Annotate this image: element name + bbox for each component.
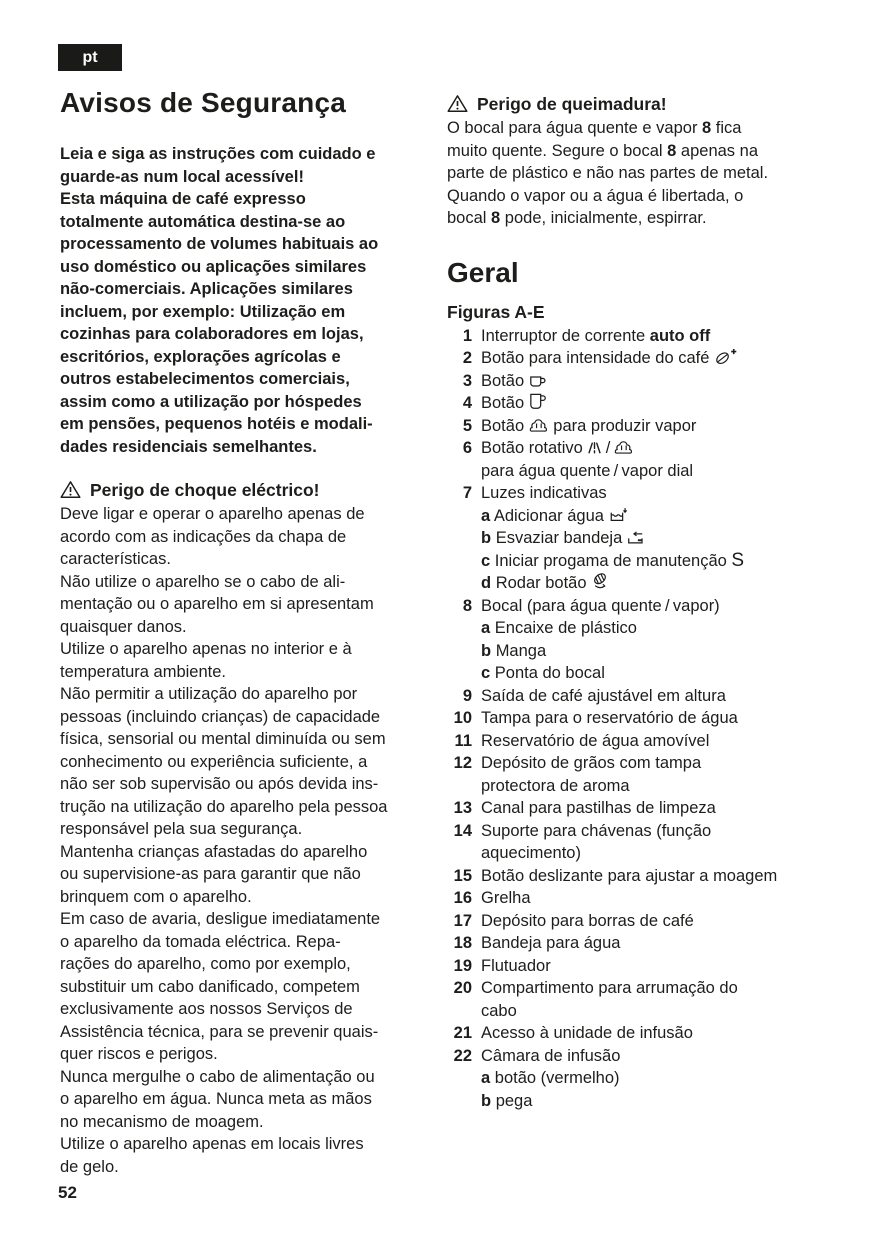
- list-subitem: d Rodar botão: [481, 572, 835, 595]
- steam-icon: [614, 437, 634, 460]
- empty-tray-icon: [627, 527, 646, 550]
- bold-text: auto off: [649, 326, 711, 345]
- right-column: [447, 93, 835, 1112]
- list-item-number: 1: [462, 326, 472, 345]
- list-item: [447, 347, 835, 370]
- list-item-number: 15: [453, 866, 472, 885]
- rotate-bean-icon: [591, 572, 609, 595]
- service-icon: S: [731, 549, 745, 571]
- list-item: [447, 482, 835, 595]
- bold-text: 8: [491, 209, 501, 227]
- list-item-number: 16: [453, 889, 472, 907]
- list-item: [447, 752, 835, 797]
- list-item-text: Bandeja para água: [481, 934, 621, 952]
- list-item-text: Acesso à unidade de infusão: [481, 1024, 693, 1042]
- list-item-number: 7: [462, 484, 472, 502]
- list-item-text: Saída de café ajustável em altura: [481, 686, 726, 705]
- list-item-text: Depósito de grãos com tampa protectora de aroma: [481, 754, 702, 795]
- cup-large-icon: [529, 392, 547, 415]
- list-item-number: 2: [462, 349, 472, 367]
- list-item-text: Tampa para o reservatório de água: [481, 709, 738, 727]
- warning-burn-body: O bocal para água quente e vapor 8 fica muito quente. Segure o bocal 8 apenas na parte de plástico e não nas partes de metal. Quando o vapor ou a água é libertada, o bocal 8 pode, inicialmente, espirrar.: [447, 119, 769, 227]
- list-item-text: Depósito para borras de café: [481, 911, 694, 930]
- list-item-number: 17: [453, 911, 472, 930]
- list-item: [447, 685, 835, 708]
- list-item-number: 18: [453, 934, 472, 952]
- list-item-text: Botão: [481, 392, 835, 415]
- list-item: [447, 415, 835, 438]
- warning-electric-body: Deve ligar e operar o aparelho apenas de acordo com as indicações da chapa de características. Não utilize o aparelho se o cabo de ali- mentação ou o aparelho em si apresentam quaisquer danos. Utilize o aparelho apenas no interior e à temperatura ambiente. Não permitir a utilização do aparelho por pessoas (incluindo crianças) de capacidade física, sensorial ou mental diminuída ou sem conhecimento ou experiência suficiente, a não ser sob supervisão ou após devida ins- trução na utilização do aparelho pela pessoa responsável pela sua segurança. Mantenha crianças afastadas do aparelho ou supervisione-as para garantir que não brinquem com o aparelho. Em caso de avaria, desligue imediatamente o aparelho da tomada eléctrica. Repa- rações do aparelho, como por exemplo, substituir um cabo danificado, competem exclusivamente aos nossos Serviços de Assistência técnica, para se prevenir quais- quer riscos e perigos. Nunca mergulhe o cabo de alimentação ou o aparelho em água. Nunca meta as mãos no mecanismo de moagem. Utilize o aparelho apenas em locais livres de gelo.: [60, 505, 388, 1176]
- subitem-letter: d: [481, 574, 492, 592]
- list-item-number: 20: [453, 979, 472, 997]
- bold-text: 8: [667, 141, 677, 160]
- list-item-text: Bocal (para água quente / vapor) a Encaixe de plástico b Manga c Ponta do bocal: [481, 595, 835, 685]
- list-item: [447, 325, 835, 348]
- list-item-text: Flutuador: [481, 956, 551, 975]
- list-subitem: a Adicionar água: [481, 505, 835, 528]
- subitem-letter: b: [481, 1091, 492, 1110]
- list-item: [447, 730, 835, 753]
- list-item: [447, 392, 835, 415]
- warning-burn-heading-label: Perigo de queimadura!: [477, 93, 667, 114]
- list-item-text: Reservatório de água amovível: [481, 731, 710, 750]
- list-item-number: 9: [462, 686, 472, 705]
- warning-electric-heading: [60, 479, 436, 501]
- warning-electric-heading-label: Perigo de choque eléctrico!: [90, 479, 320, 500]
- subitem-letter: c: [481, 664, 491, 682]
- language-badge: pt: [58, 44, 122, 71]
- list-subitem: a Encaixe de plástico: [481, 619, 637, 637]
- subitem-letter: b: [481, 529, 492, 547]
- list-item-number: 6: [462, 439, 472, 457]
- subitem-letter: a: [481, 619, 491, 637]
- list-item: [447, 820, 835, 865]
- page-title: Avisos de Segurança: [60, 87, 346, 118]
- list-item: [447, 910, 835, 933]
- list-item-text: Luzes indicativas a Adicionar água b Esvaziar bandeja c Iniciar progama de manutenção S d Rodar botão: [481, 482, 835, 595]
- figures-label: Figuras A-E: [447, 301, 545, 322]
- list-subitem: c Iniciar progama de manutenção S: [481, 549, 745, 571]
- list-item-text: Grelha: [481, 889, 531, 907]
- list-item: [447, 977, 835, 1022]
- subitem-letter: a: [481, 1069, 491, 1087]
- steam-icon: [529, 415, 549, 438]
- list-item-text: Botão deslizante para ajustar a moagem: [481, 866, 778, 885]
- list-item-number: 12: [453, 754, 472, 772]
- subitem-letter: c: [481, 551, 491, 570]
- list-item: [447, 707, 835, 730]
- list-item: [447, 865, 835, 888]
- list-item: [447, 1022, 835, 1045]
- list-item-number: 3: [462, 371, 472, 390]
- list-subitem: b Esvaziar bandeja: [481, 527, 835, 550]
- warning-burn-heading: [447, 93, 835, 115]
- hot-water-icon: [587, 437, 602, 460]
- left-column: [60, 88, 436, 1178]
- list-item: [447, 595, 835, 685]
- list-item-number: 22: [453, 1046, 472, 1065]
- list-item-number: 8: [462, 596, 472, 615]
- list-item: [447, 797, 835, 820]
- list-item: [447, 932, 835, 955]
- page-number: 52: [58, 1183, 77, 1202]
- bold-text: 8: [702, 119, 712, 137]
- list-item-number: 11: [454, 731, 472, 750]
- list-subitem: b pega: [481, 1091, 533, 1110]
- warning-icon: [60, 479, 81, 502]
- list-item: [447, 955, 835, 978]
- list-item-text: Câmara de infusão a botão (vermelho) b pega: [481, 1045, 835, 1113]
- cup-small-icon: [529, 370, 547, 393]
- list-item: [447, 370, 835, 393]
- list-item-number: 4: [462, 394, 472, 412]
- intro-paragraph: Leia e siga as instruções com cuidado e guarde-as num local acessível! Esta máquina de café expresso totalmente automática destina-se ao processamento de volumes habituais ao uso doméstico ou aplicações similares não-comerciais. Aplicações similares incluem, por exemplo: Utilização em cozinhas para colaboradores em lojas, escritórios, explorações agrícolas e outros estabelecimentos comerciais, assim como a utilização por hóspedes em pensões, pequenos hotéis e modali- dades residenciais semelhantes.: [60, 145, 379, 456]
- list-item-text: Botão rotativo / para água quente / vapor dial: [481, 439, 694, 480]
- list-item-text: Suporte para chávenas (função aquecimento): [481, 821, 712, 862]
- list-item-text: Botão para produzir vapor: [481, 415, 835, 438]
- list-subitem: c Ponta do bocal: [481, 664, 605, 682]
- list-item-text: Compartimento para arrumação do cabo: [481, 979, 738, 1020]
- list-item-number: 13: [453, 799, 472, 817]
- list-item-number: 14: [453, 821, 472, 840]
- bean-plus-icon: [714, 347, 737, 370]
- list-subitem: a botão (vermelho): [481, 1069, 620, 1087]
- section-title-geral: Geral: [447, 256, 519, 288]
- list-item-text: Botão: [481, 370, 835, 393]
- subitem-letter: b: [481, 641, 492, 660]
- add-water-icon: [609, 505, 628, 528]
- warning-icon: [447, 93, 468, 116]
- subitem-letter: a: [481, 506, 491, 525]
- list-item: [447, 887, 835, 910]
- list-item-number: 21: [453, 1024, 472, 1042]
- list-item: [447, 1045, 835, 1113]
- figure-parts-list: [447, 325, 835, 1113]
- list-item-text: Botão para intensidade do café: [481, 347, 835, 370]
- list-item-number: 10: [453, 709, 472, 727]
- list-item-number: 5: [462, 416, 472, 435]
- list-item-text: Interruptor de corrente auto off: [481, 326, 711, 345]
- list-item-number: 19: [453, 956, 472, 975]
- list-subitem: b Manga: [481, 641, 547, 660]
- list-item-text: Canal para pastilhas de limpeza: [481, 799, 716, 817]
- list-item: [447, 437, 835, 482]
